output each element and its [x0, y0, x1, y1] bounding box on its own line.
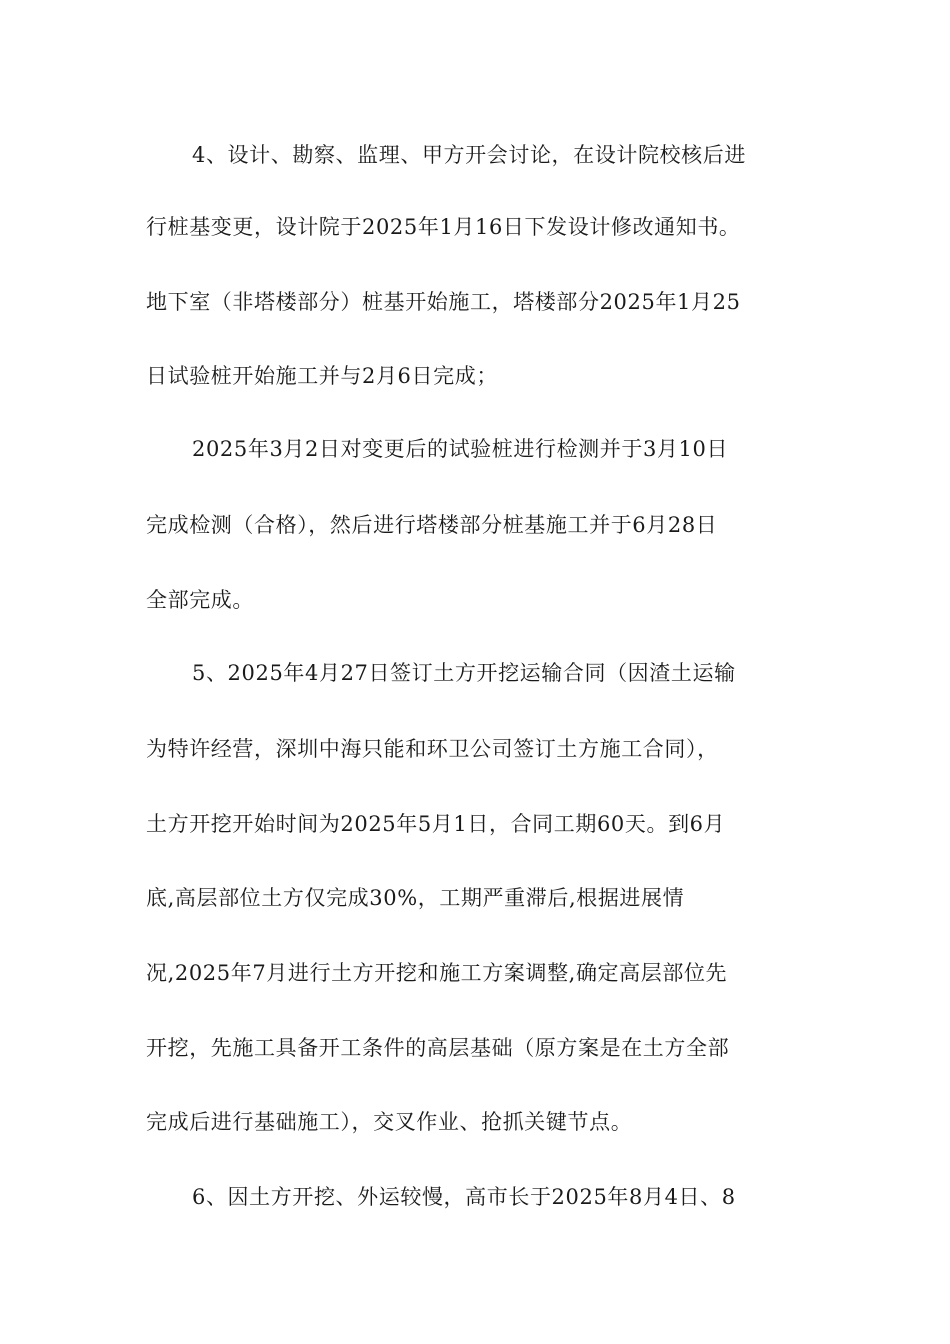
paragraph-line: 2025年3月2日对变更后的试验桩进行检测并于3月10日 — [192, 437, 729, 461]
paragraph-line: 全部完成。 — [146, 588, 254, 612]
paragraph-line: 5、2025年4月27日签订土方开挖运输合同（因渣土运输 — [192, 661, 736, 685]
paragraph-line: 为特许经营，深圳中海只能和环卫公司签订土方施工合同）， — [146, 737, 719, 761]
paragraph-line: 底,高层部位土方仅完成30%，工期严重滞后,根据进展情 — [146, 886, 685, 910]
paragraph-line: 完成后进行基础施工），交叉作业、抢抓关键节点。 — [146, 1110, 633, 1134]
paragraph-line: 行桩基变更，设计院于2025年1月16日下发设计修改通知书。 — [146, 215, 741, 239]
paragraph-line: 完成检测（合格），然后进行塔楼部分桩基施工并于6月28日 — [146, 513, 718, 537]
paragraph-line: 6、因土方开挖、外运较慢，高市长于2025年8月4日、8 — [192, 1185, 736, 1209]
paragraph-line: 地下室（非塔楼部分）桩基开始施工，塔楼部分2025年1月25 — [146, 290, 741, 314]
paragraph-line: 况,2025年7月进行土方开挖和施工方案调整,确定高层部位先 — [146, 961, 728, 985]
paragraph-line: 4、设计、勘察、监理、甲方开会讨论，在设计院校核后进 — [192, 143, 746, 167]
paragraph-line: 土方开挖开始时间为2025年5月1日，合同工期60天。到6月 — [146, 812, 726, 836]
paragraph-line: 开挖，先施工具备开工条件的高层基础（原方案是在土方全部 — [146, 1036, 730, 1060]
paragraph-line: 日试验桩开始施工并与2月6日完成； — [146, 364, 498, 388]
